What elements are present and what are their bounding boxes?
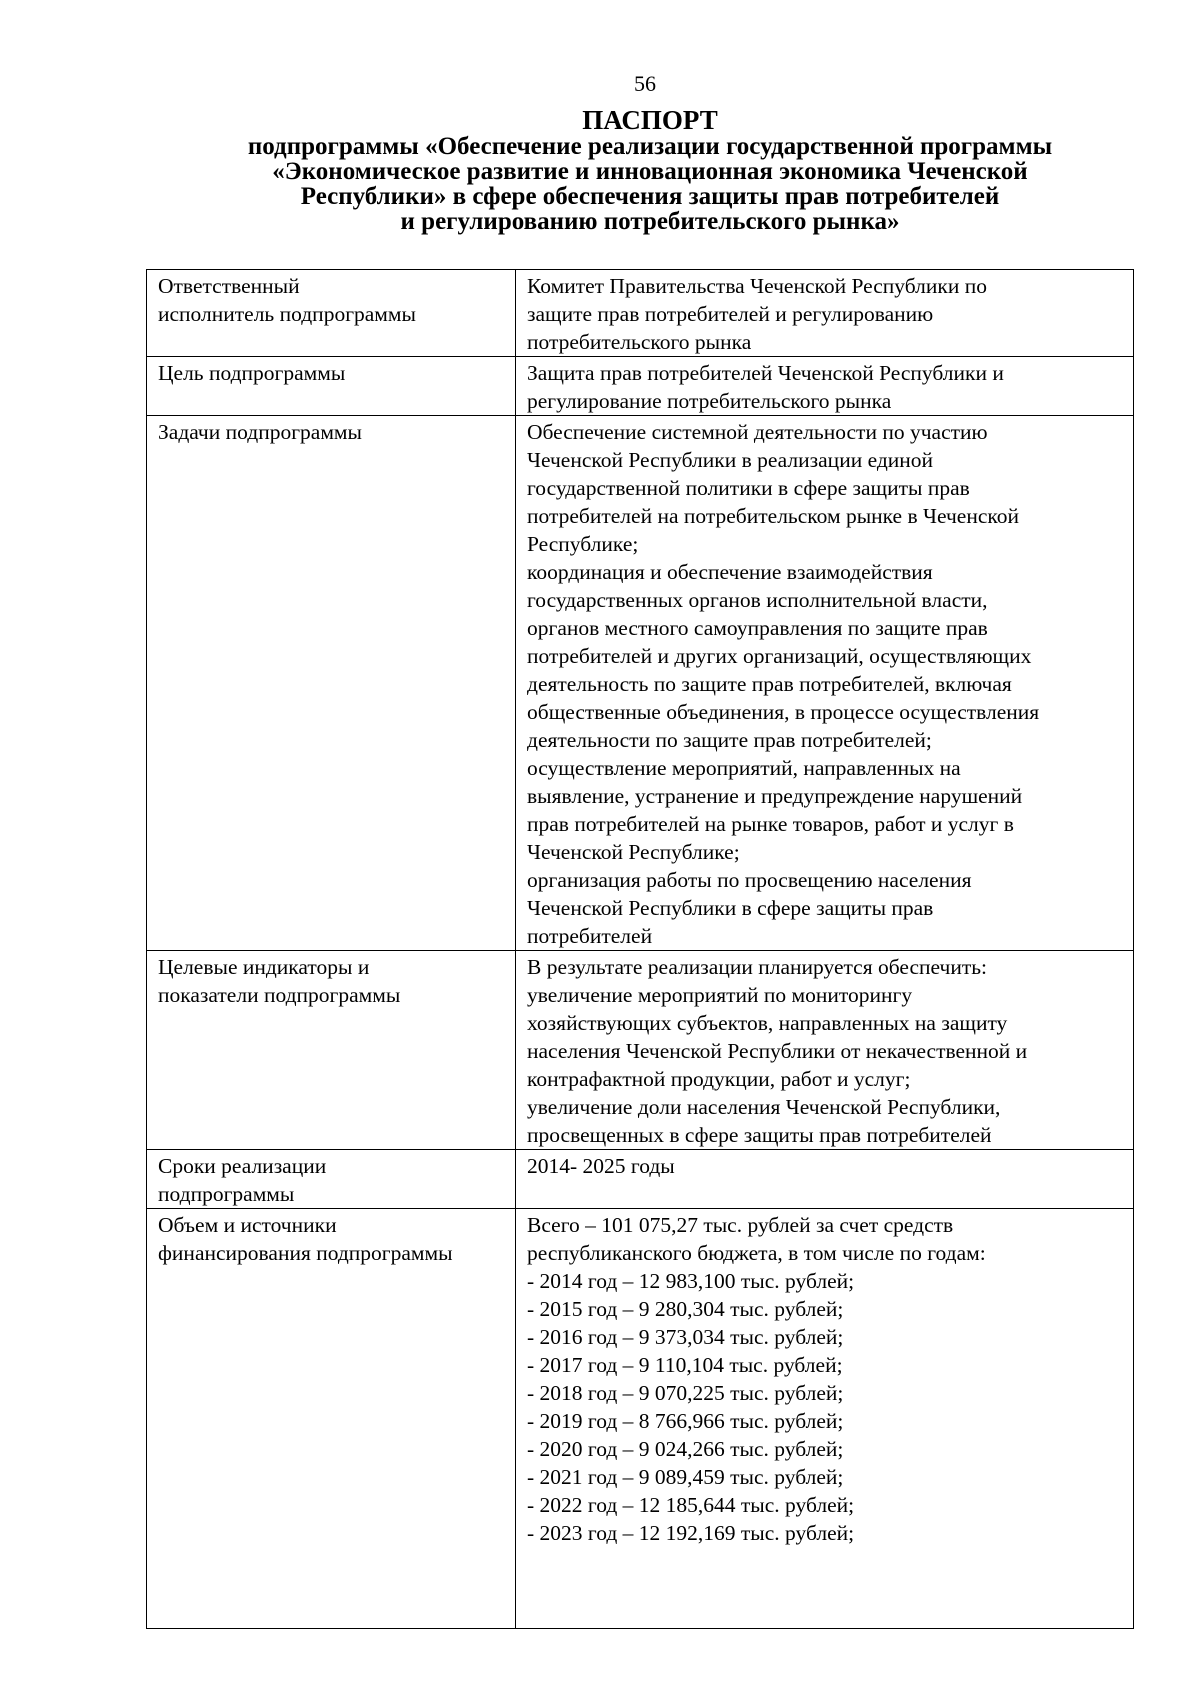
row-value-line: деятельность по защите прав потребителей, включая: [527, 672, 1012, 696]
row-label-cell: [147, 357, 516, 416]
table-row: [147, 1209, 1134, 1629]
passport-table: [146, 269, 1134, 1629]
row-value-line: защите прав потребителей и регулированию: [527, 302, 934, 326]
financing-year-line: - 2016 год – 9 373,034 тыс. рублей;: [527, 1325, 844, 1349]
row-value-line: увеличение мероприятий по мониторингу: [527, 983, 913, 1007]
table-row: [147, 416, 1134, 951]
row-value-cell: [516, 951, 1134, 1150]
financing-year-line: - 2014 год – 12 983,100 тыс. рублей;: [527, 1269, 855, 1293]
row-label: Объем и источники: [158, 1213, 337, 1237]
row-value-line: организация работы по просвещению населения: [527, 868, 972, 892]
row-value-line: контрафактной продукции, работ и услуг;: [527, 1067, 911, 1091]
row-value-line: выявление, устранение и предупреждение нарушений: [527, 784, 1023, 808]
row-label: Сроки реализации: [158, 1154, 327, 1178]
row-value-line: хозяйствующих субъектов, направленных на защиту: [527, 1011, 1008, 1035]
row-value-line: увеличение доли населения Чеченской Республики,: [527, 1095, 1001, 1119]
row-value-line: В результате реализации планируется обеспечить:: [527, 955, 988, 979]
financing-year-line: - 2019 год – 8 766,966 тыс. рублей;: [527, 1409, 844, 1433]
financing-year-line: - 2018 год – 9 070,225 тыс. рублей;: [527, 1381, 844, 1405]
subtitle-line: «Экономическое развитие и инновационная экономика Чеченской: [272, 158, 1028, 185]
financing-year-line: - 2017 год – 9 110,104 тыс. рублей;: [527, 1353, 843, 1377]
row-value-line: Чеченской Республики в сфере защиты прав: [527, 896, 934, 920]
row-value-line: потребителей: [527, 924, 653, 948]
row-value-line: Республике;: [527, 532, 639, 556]
row-label: показатели подпрограммы: [158, 983, 401, 1007]
page-number: 56: [634, 71, 656, 96]
row-value-line: Чеченской Республике;: [527, 840, 740, 864]
row-value-line: просвещенных в сфере защиты прав потребителей: [527, 1123, 992, 1147]
row-value-line: прав потребителей на рынке товаров, работ и услуг в: [527, 812, 1014, 836]
row-label: Целевые индикаторы и: [158, 955, 370, 979]
financing-year-line: - 2022 год – 12 185,644 тыс. рублей;: [527, 1493, 855, 1517]
row-value-line: 2014- 2025 годы: [527, 1154, 675, 1178]
row-label: Ответственный: [158, 274, 300, 298]
subtitle-line: подпрограммы «Обеспечение реализации государственной программы: [247, 133, 1053, 160]
financing-year-line: - 2023 год – 12 192,169 тыс. рублей;: [527, 1521, 855, 1545]
row-label: Задачи подпрограммы: [158, 420, 362, 444]
row-value-line: потребителей и других организаций, осуществляющих: [527, 644, 1032, 668]
financing-year-line: - 2020 год – 9 024,266 тыс. рублей;: [527, 1437, 844, 1461]
row-value-line: деятельности по защите прав потребителей;: [527, 728, 932, 752]
row-value-line: населения Чеченской Республики от некачественной и: [527, 1039, 1028, 1063]
table-row: [147, 357, 1134, 416]
row-label-cell: [147, 951, 516, 1150]
row-value-line: осуществление мероприятий, направленных на: [527, 756, 961, 780]
row-value-cell: [516, 270, 1134, 357]
row-value-line: Защита прав потребителей Чеченской Республики и: [527, 361, 1004, 385]
row-value-line: потребительского рынка: [527, 330, 752, 354]
document-title: ПАСПОРТ: [582, 105, 718, 135]
subtitle-line: Республики» в сфере обеспечения защиты прав потребителей: [300, 183, 1000, 210]
document-subtitle: [150, 134, 1150, 234]
row-value-line: общественные объединения, в процессе осуществления: [527, 700, 1040, 724]
row-value-line: Чеченской Республики в реализации единой: [527, 448, 934, 472]
subtitle-line: и регулированию потребительского рынка»: [400, 208, 900, 235]
row-label: Цель подпрограммы: [158, 361, 346, 385]
row-label-cell: [147, 1150, 516, 1209]
row-value-line: государственных органов исполнительной власти,: [527, 588, 988, 612]
row-value-cell: [516, 416, 1134, 951]
row-value-cell: [516, 1150, 1134, 1209]
row-value-line: Комитет Правительства Чеченской Республики по: [527, 274, 987, 298]
document-title-block: [150, 106, 1150, 234]
row-value-line: государственной политики в сфере защиты прав: [527, 476, 970, 500]
row-label-cell: [147, 1209, 516, 1629]
financing-year-line: - 2021 год – 9 089,459 тыс. рублей;: [527, 1465, 844, 1489]
row-label: исполнитель подпрограммы: [158, 302, 416, 326]
row-value-line: республиканского бюджета, в том числе по годам:: [527, 1241, 986, 1265]
row-value-cell: [516, 357, 1134, 416]
table-row: [147, 270, 1134, 357]
row-label: финансирования подпрограммы: [158, 1241, 453, 1265]
row-label: подпрограммы: [158, 1182, 295, 1206]
row-value-cell: [516, 1209, 1134, 1629]
table-row: [147, 1150, 1134, 1209]
table-row: [147, 951, 1134, 1150]
row-value-line: органов местного самоуправления по защите прав: [527, 616, 988, 640]
row-value-line: Всего – 101 075,27 тыс. рублей за счет средств: [527, 1213, 954, 1237]
row-value-line: регулирование потребительского рынка: [527, 389, 892, 413]
row-value-line: координация и обеспечение взаимодействия: [527, 560, 933, 584]
row-value-line: Обеспечение системной деятельности по участию: [527, 420, 988, 444]
row-label-cell: [147, 416, 516, 951]
row-label-cell: [147, 270, 516, 357]
financing-year-line: - 2015 год – 9 280,304 тыс. рублей;: [527, 1297, 844, 1321]
row-value-line: потребителей на потребительском рынке в Чеченской: [527, 504, 1019, 528]
